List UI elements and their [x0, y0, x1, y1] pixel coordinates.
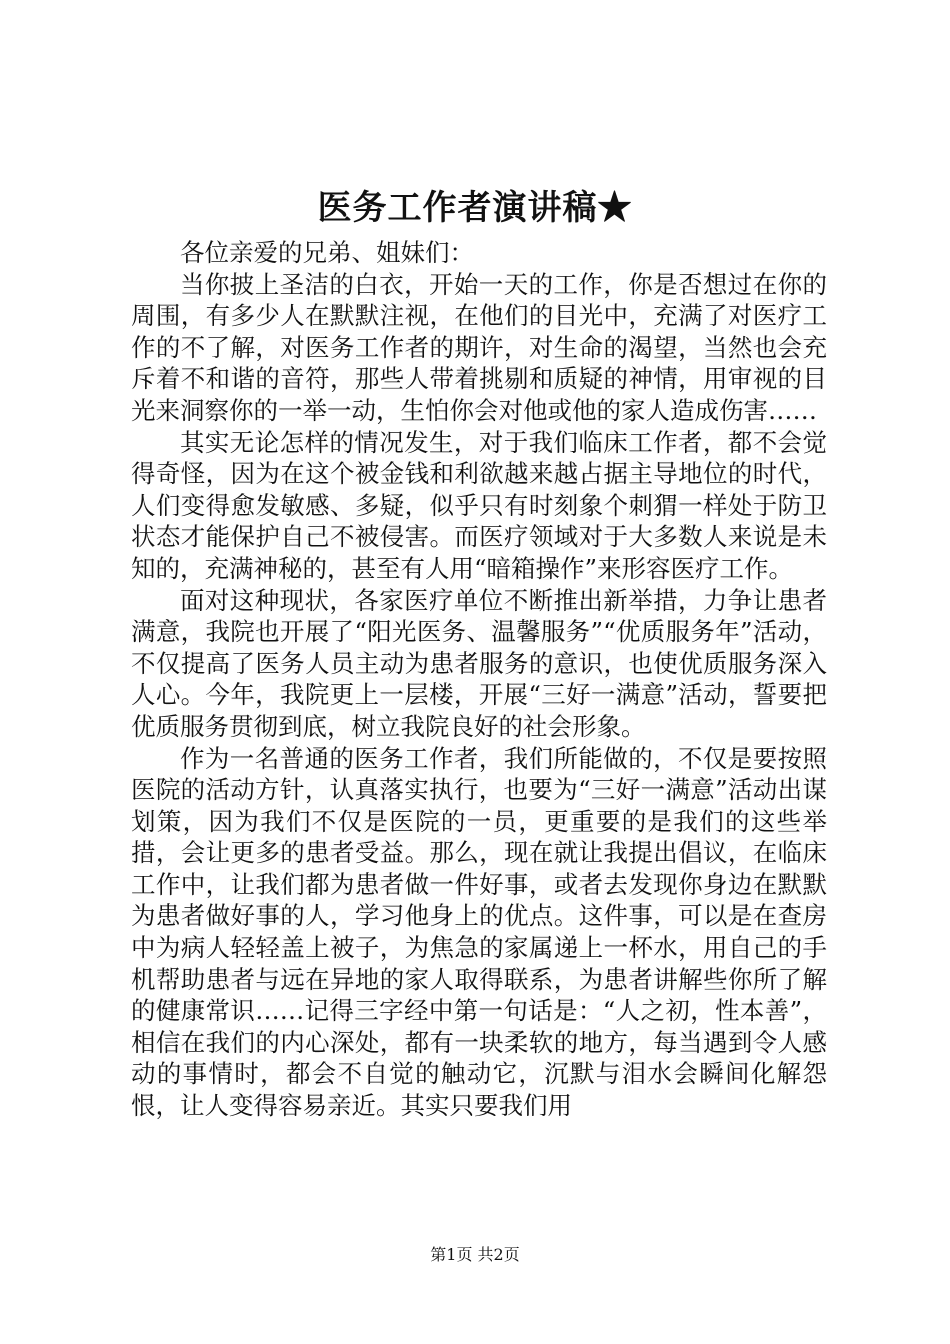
paragraph: 面对这种现状，各家医疗单位不断推出新举措，力争让患者满意，我院也开展了“阳光医务、温馨服务”“优质服务年”活动，不仅提高了医务人员主动为患者服务的意识，也使优质服务深入人心。今年，我院更上一层楼，开展“三好一满意”活动，誓要把优质服务贯彻到底，树立我院良好的社会形象。: [131, 585, 827, 741]
paragraph: 其实无论怎样的情况发生，对于我们临床工作者，都不会觉得奇怪，因为在这个被金钱和利欲越来越占据主导地位的时代，人们变得愈发敏感、多疑，似乎只有时刻象个刺猬一样处于防卫状态才能保护自己不被侵害。而医疗领域对于大多数人来说是未知的，充满神秘的，甚至有人用“暗箱操作”来形容医疗工作。: [131, 427, 827, 583]
document-body: [131, 237, 827, 1122]
document-title: 医务工作者演讲稿★: [317, 188, 633, 228]
paragraph: 当你披上圣洁的白衣，开始一天的工作，你是否想过在你的周围，有多少人在默默注视，在他们的目光中，充满了对医疗工作的不了解，对医务工作者的期许，对生命的渴望，当然也会充斥着不和谐的音符，那些人带着挑剔和质疑的神情，用审视的目光来洞察你的一举一动，生怕你会对他或他的家人造成伤害……: [131, 269, 827, 425]
paragraph-salutation: 各位亲爱的兄弟、姐妹们：: [180, 238, 474, 267]
page-number-footer: 第1页 共2页: [430, 1245, 520, 1264]
paragraph: 作为一名普通的医务工作者，我们所能做的，不仅是要按照医院的活动方针，认真落实执行，也要为“三好一满意”活动出谋划策，因为我们不仅是医院的一员，更重要的是我们的这些举措，会让更多的患者受益。那么，现在就让我提出倡议，在临床工作中，让我们都为患者做一件好事，或者去发现你身边在默默为患者做好事的人，学习他身上的优点。这件事，可以是在查房中为病人轻轻盖上被子，为焦急的家属递上一杯水，用自己的手机帮助患者与远在异地的家人取得联系，为患者讲解些你所了解的健康常识……记得三字经中第一句话是：“人之初，性本善”，相信在我们的内心深处，都有一块柔软的地方，每当遇到令人感动的事情时，都会不自觉的触动它，沉默与泪水会瞬间化解怨恨，让人变得容易亲近。其实只要我们用: [131, 743, 827, 1121]
